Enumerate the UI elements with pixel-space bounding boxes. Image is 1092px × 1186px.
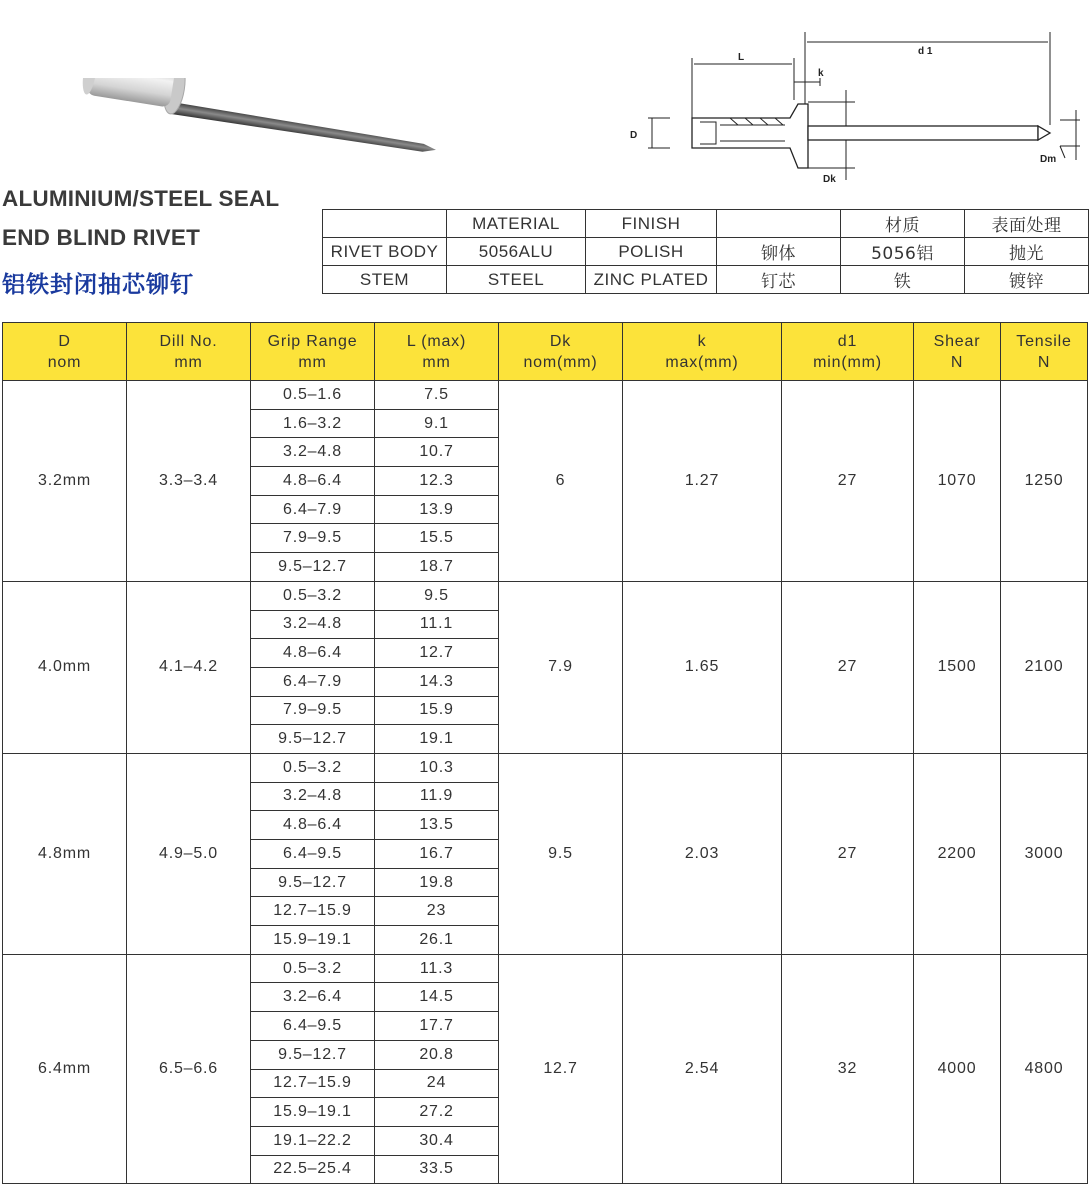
length-cell: 17.7 (375, 1012, 499, 1041)
header-label: D (58, 332, 71, 350)
length-cell: 13.9 (375, 495, 499, 524)
spec-header-cell (623, 323, 782, 381)
spec-header-cell (499, 323, 623, 381)
header-unit: N (1037, 353, 1051, 371)
grip-range-cell: 4.8–6.4 (251, 639, 375, 668)
header-unit: max(mm) (665, 353, 739, 371)
grip-range-cell: 9.5–12.7 (251, 868, 375, 897)
length-cell: 9.1 (375, 409, 499, 438)
grip-range-cell: 6.4–7.9 (251, 667, 375, 696)
length-cell: 33.5 (375, 1155, 499, 1184)
d1-cell: 27 (782, 753, 914, 954)
length-cell: 10.7 (375, 438, 499, 467)
table-row (3, 581, 1088, 610)
drill-cell: 6.5–6.6 (127, 954, 251, 1184)
dk-cell: 12.7 (499, 954, 623, 1184)
k-cell: 1.27 (623, 381, 782, 582)
rivet-photo (70, 78, 450, 168)
shear-cell: 1070 (914, 381, 1001, 582)
length-cell: 12.3 (375, 467, 499, 496)
spec-table (2, 322, 1088, 1184)
material-cell: 钉芯 (717, 266, 841, 294)
length-cell: 16.7 (375, 840, 499, 869)
length-cell: 24 (375, 1069, 499, 1098)
spec-header-cell (914, 323, 1001, 381)
shear-cell: 4000 (914, 954, 1001, 1184)
length-cell: 13.5 (375, 811, 499, 840)
length-cell: 14.3 (375, 667, 499, 696)
grip-range-cell: 15.9–19.1 (251, 926, 375, 955)
k-cell: 2.03 (623, 753, 782, 954)
spec-header-cell (127, 323, 251, 381)
length-cell: 11.1 (375, 610, 499, 639)
tensile-cell: 3000 (1001, 753, 1088, 954)
grip-range-cell: 7.9–9.5 (251, 696, 375, 725)
material-header-cell: 材质 (841, 210, 965, 238)
diameter-cell: 4.8mm (3, 753, 127, 954)
grip-range-cell: 12.7–15.9 (251, 897, 375, 926)
grip-range-cell: 3.2–4.8 (251, 782, 375, 811)
header-label: Dill No. (159, 332, 218, 350)
length-cell: 15.9 (375, 696, 499, 725)
diameter-cell: 6.4mm (3, 954, 127, 1184)
table-row (3, 753, 1088, 782)
header-label: L (max) (406, 332, 467, 350)
header-unit: nom (47, 353, 82, 371)
length-cell: 7.5 (375, 381, 499, 410)
diameter-cell: 4.0mm (3, 581, 127, 753)
grip-range-cell: 22.5–25.4 (251, 1155, 375, 1184)
material-cell: 抛光 (965, 238, 1089, 266)
length-cell: 15.5 (375, 524, 499, 553)
drill-cell: 4.1–4.2 (127, 581, 251, 753)
drawing-label-Dk: Dk (823, 174, 836, 185)
dk-cell: 7.9 (499, 581, 623, 753)
header-unit: nom(mm) (523, 353, 598, 371)
drawing-label-d1: d 1 (918, 46, 933, 57)
title-english-line2: END BLIND RIVET (2, 225, 201, 250)
material-cell: 5056铝 (841, 238, 965, 266)
length-cell: 10.3 (375, 753, 499, 782)
grip-range-cell: 9.5–12.7 (251, 1040, 375, 1069)
grip-range-cell: 15.9–19.1 (251, 1098, 375, 1127)
dk-cell: 9.5 (499, 753, 623, 954)
grip-range-cell: 4.8–6.4 (251, 811, 375, 840)
grip-range-cell: 12.7–15.9 (251, 1069, 375, 1098)
material-cell: STEEL (447, 266, 586, 294)
spec-body (3, 381, 1088, 1184)
spec-header-cell (375, 323, 499, 381)
length-cell: 18.7 (375, 553, 499, 582)
grip-range-cell: 3.2–6.4 (251, 983, 375, 1012)
length-cell: 11.9 (375, 782, 499, 811)
grip-range-cell: 0.5–3.2 (251, 954, 375, 983)
length-cell: 27.2 (375, 1098, 499, 1127)
length-cell: 26.1 (375, 926, 499, 955)
shear-cell: 2200 (914, 753, 1001, 954)
length-cell: 11.3 (375, 954, 499, 983)
grip-range-cell: 0.5–1.6 (251, 381, 375, 410)
rivet-technical-drawing (620, 30, 1090, 190)
material-table (322, 209, 1089, 294)
grip-range-cell: 19.1–22.2 (251, 1126, 375, 1155)
tensile-cell: 4800 (1001, 954, 1088, 1184)
material-cell: RIVET BODY (323, 238, 447, 266)
drill-cell: 3.3–3.4 (127, 381, 251, 582)
length-cell: 14.5 (375, 983, 499, 1012)
d1-cell: 27 (782, 381, 914, 582)
length-cell: 19.8 (375, 868, 499, 897)
material-cell: 5056ALU (447, 238, 586, 266)
material-cell: 铆体 (717, 238, 841, 266)
drawing-label-D: D (630, 130, 638, 141)
shear-cell: 1500 (914, 581, 1001, 753)
length-cell: 23 (375, 897, 499, 926)
length-cell: 19.1 (375, 725, 499, 754)
drawing-label-L: L (738, 52, 745, 63)
k-cell: 2.54 (623, 954, 782, 1184)
material-row (323, 238, 1089, 266)
material-cell: POLISH (586, 238, 717, 266)
spec-header-row (3, 323, 1088, 381)
material-header-cell (717, 210, 841, 238)
header-label: d1 (837, 332, 858, 350)
header-label: Tensile (1016, 332, 1072, 350)
header-unit: mm (298, 353, 327, 371)
dk-cell: 6 (499, 381, 623, 582)
material-header-row (323, 210, 1089, 238)
header-unit: mm (174, 353, 203, 371)
table-row (3, 381, 1088, 410)
grip-range-cell: 0.5–3.2 (251, 753, 375, 782)
tensile-cell: 1250 (1001, 381, 1088, 582)
material-header-cell: FINISH (586, 210, 717, 238)
grip-range-cell: 0.5–3.2 (251, 581, 375, 610)
spec-header-cell (251, 323, 375, 381)
d1-cell: 32 (782, 954, 914, 1184)
header-unit: mm (422, 353, 451, 371)
header-label: k (697, 332, 707, 350)
spec-header-cell (3, 323, 127, 381)
table-row (3, 954, 1088, 983)
grip-range-cell: 1.6–3.2 (251, 409, 375, 438)
material-row (323, 266, 1089, 294)
material-cell: ZINC PLATED (586, 266, 717, 294)
material-header-cell: 表面处理 (965, 210, 1089, 238)
material-header-cell: MATERIAL (447, 210, 586, 238)
d1-cell: 27 (782, 581, 914, 753)
header-unit: min(mm) (813, 353, 882, 371)
spec-header-cell (1001, 323, 1088, 381)
length-cell: 9.5 (375, 581, 499, 610)
drawing-label-k: k (818, 68, 824, 79)
diameter-cell: 3.2mm (3, 381, 127, 582)
title-chinese: 铝铁封闭抽芯铆钉 (2, 271, 194, 297)
material-cell: 镀锌 (965, 266, 1089, 294)
title-english-line1: ALUMINIUM/STEEL SEAL (2, 186, 280, 211)
length-cell: 20.8 (375, 1040, 499, 1069)
header-label: Grip Range (267, 332, 358, 350)
material-cell: 铁 (841, 266, 965, 294)
k-cell: 1.65 (623, 581, 782, 753)
tensile-cell: 2100 (1001, 581, 1088, 753)
material-cell: STEM (323, 266, 447, 294)
grip-range-cell: 9.5–12.7 (251, 725, 375, 754)
drawing-label-Dm: Dm (1040, 154, 1057, 165)
grip-range-cell: 9.5–12.7 (251, 553, 375, 582)
drill-cell: 4.9–5.0 (127, 753, 251, 954)
grip-range-cell: 3.2–4.8 (251, 610, 375, 639)
spec-header-cell (782, 323, 914, 381)
grip-range-cell: 6.4–7.9 (251, 495, 375, 524)
grip-range-cell: 4.8–6.4 (251, 467, 375, 496)
grip-range-cell: 3.2–4.8 (251, 438, 375, 467)
grip-range-cell: 6.4–9.5 (251, 840, 375, 869)
header-label: Dk (549, 332, 572, 350)
header-label: Shear (933, 332, 981, 350)
length-cell: 12.7 (375, 639, 499, 668)
material-header-cell (323, 210, 447, 238)
length-cell: 30.4 (375, 1126, 499, 1155)
grip-range-cell: 7.9–9.5 (251, 524, 375, 553)
header-unit: N (950, 353, 964, 371)
grip-range-cell: 6.4–9.5 (251, 1012, 375, 1041)
